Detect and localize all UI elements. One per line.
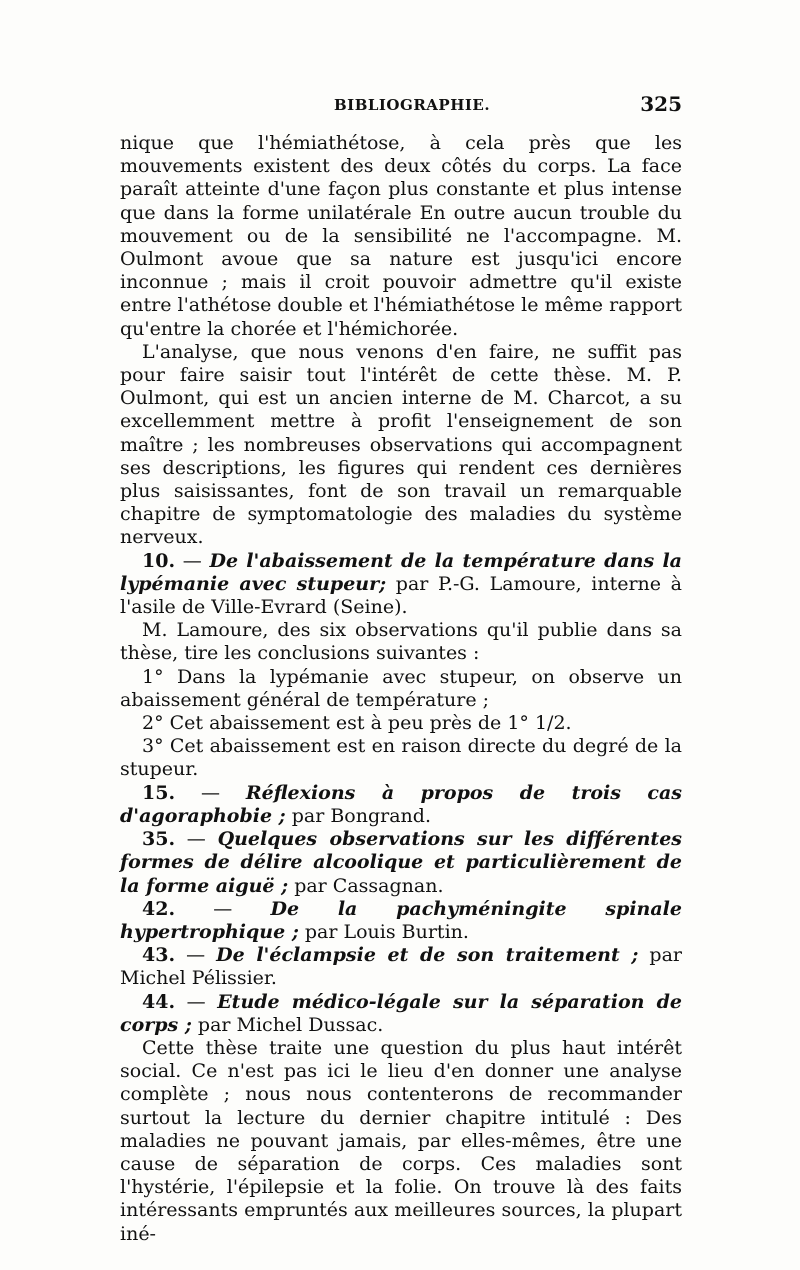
entry-author: par Louis Burtin. [298,920,469,943]
entry-title: Etude médico-légale sur la séparation de corps ; [120,990,682,1036]
entry-author: par Michel Pélissier. [120,944,682,990]
page-body [120,132,682,1246]
page-number: 325 [640,92,682,116]
paragraph: M. Lamoure, des six observations qu'il publie dans sa thèse, tire les conclusions suivantes : [120,619,682,665]
entry-title: De la pachyméningite spinale hypertrophique ; [120,897,682,943]
conclusion-item: 3° Cet abaissement est en raison directe du degré de la stupeur. [120,735,682,781]
entry-title: Quelques observations sur les différentes formes de délire alcoolique et particulièrement de la forme aiguë ; [120,828,682,897]
entry-number: 35. [142,828,176,851]
thesis-entry: 15. — Réflexions à propos de trois cas d'agoraphobie ; par Bongrand. [120,781,682,827]
entry-title: Réflexions à propos de trois cas d'agoraphobie ; [120,781,682,827]
entry-number: 10. [142,549,176,572]
entry-author: par Bongrand. [285,804,431,827]
entry-author: par P.-G. Lamoure, interne à l'asile de Ville-Evrard (Seine). [120,572,683,619]
entry-number: 42. [142,897,176,920]
thesis-entry: 43. — De l'éclampsie et de son traitement ; par Michel Pélissier. [120,944,682,990]
conclusion-item: 1° Dans la lypémanie avec stupeur, on observe un abaissement général de température ; [120,665,682,711]
entry-number: 43. [142,944,176,967]
entry-number: 15. [142,781,176,804]
thesis-entry: 10. — De l'abaissement de la température dans la lypémanie avec stupeur; par P.-G. Lamoure, interne à l'asile de Ville-Evrard (Seine). [120,549,683,619]
conclusion-item: 2° Cet abaissement est à peu près de 1° 1/2. [142,712,572,735]
running-title: BIBLIOGRAPHIE. [334,96,491,114]
thesis-entry: 42. — De la pachyméningite spinale hypertrophique ; par Louis Burtin. [120,897,682,943]
entry-title: De l'éclampsie et de son traitement ; [216,944,639,967]
entry-author: par Cassagnan. [288,874,444,897]
paragraph: Cette thèse traite une question du plus haut intérêt social. Ce n'est pas ici le lieu d'en donner une analyse complète ; nous nous contenterons de recommander surtout la lecture du dernier chapitre intitulé : Des maladies ne pouvant jamais, par elles-mêmes, être une cause de séparation de corps. Ces maladies sont l'hystérie, l'épilepsie et la folie. On trouve là des faits intéressants empruntés aux meilleures sources, la plupart iné- [120,1036,682,1245]
thesis-entry: 35. — Quelques observations sur les différentes formes de délire alcoolique et particulièrement de la forme aiguë ; par Cassagnan. [120,828,682,897]
entry-author: par Michel Dussac. [191,1013,384,1036]
entry-title: De l'abaissement de la température dans la lypémanie avec stupeur; [120,549,682,595]
thesis-entry: 44. — Etude médico-légale sur la séparation de corps ; par Michel Dussac. [120,990,682,1036]
paragraph: nique que l'hémiathétose, à cela près que les mouvements existent des deux côtés du corps. La face paraît atteinte d'une façon plus constante et plus intense que dans la forme unilatérale En outre aucun trouble du mouvement ou de la sensibilité ne l'accompagne. M. Oulmont avoue que sa nature est jusqu'ici encore inconnue ; mais il croit pouvoir admettre qu'il existe entre l'athétose double et l'hémiathétose le même rapport qu'entre la chorée et l'hémichorée. [120,132,682,340]
paragraph: L'analyse, que nous venons d'en faire, ne suffit pas pour faire saisir tout l'intérêt de cette thèse. M. P. Oulmont, qui est un ancien interne de M. Charcot, a su excellemment mettre à profit l'enseignement de son maître ; les nombreuses observations qui accompagnent ses descriptions, les figures qui rendent ces dernières plus saisissantes, font de son travail un remarquable chapitre de symptomatologie des maladies du système nerveux. [120,340,682,549]
entry-number: 44. [142,990,176,1013]
